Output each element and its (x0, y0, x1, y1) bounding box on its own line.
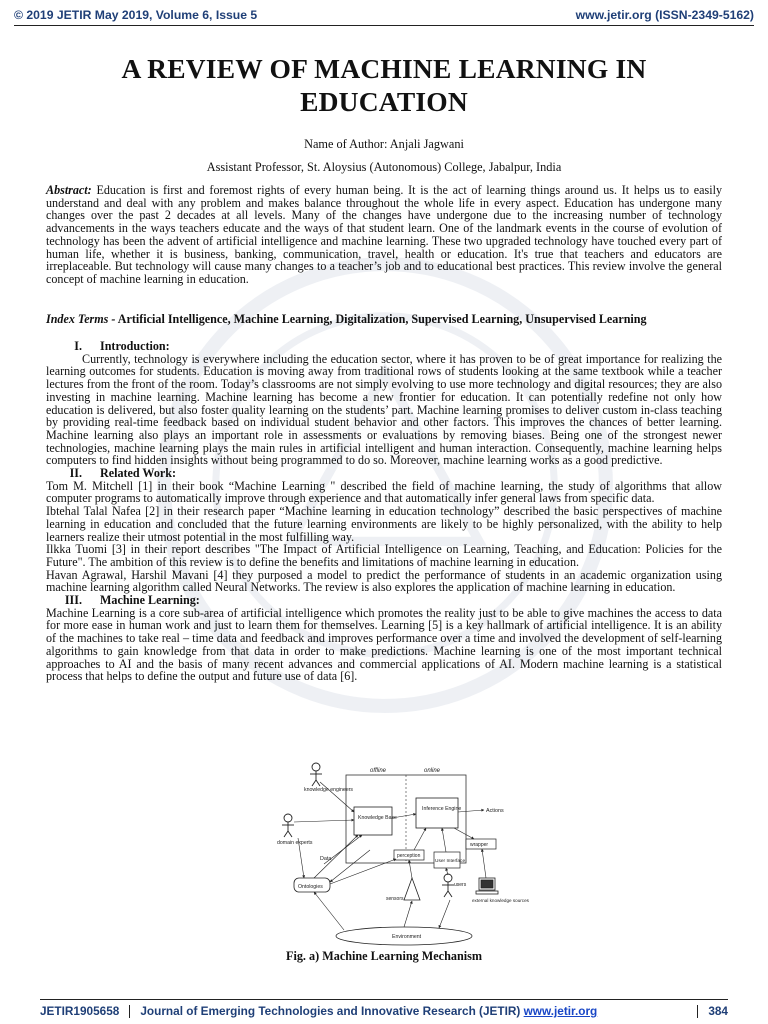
paragraph: Havan Agrawal, Harshil Mavani [4] they purposed a model to predict the performance of students in an academic organization using machine learning algorithm called Neural Networks. The review is also explores the application of machine learning in education. (46, 567, 722, 595)
users-figure (442, 874, 454, 897)
abstract-label: Abstract: (46, 183, 92, 197)
environment-label: Environment (392, 934, 422, 940)
section-title: Machine Learning: (100, 593, 200, 608)
paragraph: Currently, technology is everywhere including the education sector, where it has proven to be of great importance for realizing the learning outcomes for students. Education is moving away from traditional rows of students looking at the same textbook while a teacher lectures from the front of the room. Today’s classrooms are not simply evolving to use more technology and digital resources; they are also investing in machine learning. Machine learning has become a new frontier for education. It can potentially redefine not only how education is delivered, but also foster quality learning on the students’ part. Machine learning promises to deliver custom in-class teaching by providing real-time feedback based on individual student behavior and other factors. This improves the chances of better learning. Machine learning also plays an important role in assessments or evaluations by removing biases. Being one of the strongest newer technologies, machine learning plays the main rules in artificial intelligent and human interaction. Consequently, machine learning helps computers to find hidden insights without being programmed to do so. Moreover, machine learning works as a good predictive. (46, 351, 722, 468)
wrapper-label: wrapper (470, 842, 489, 848)
section-number: I. (74, 339, 82, 353)
footer-journal: Journal of Emerging Technologies and Innovative Research (JETIR) (140, 1004, 521, 1018)
section-title: Related Work: (100, 466, 177, 481)
section-heading (46, 467, 722, 480)
ontologies-label: Ontologies (298, 884, 323, 890)
section-heading (46, 594, 722, 607)
footer-separator (129, 1005, 130, 1018)
section-introduction (46, 340, 722, 683)
inference-engine-box (416, 798, 458, 828)
computer-icon (476, 878, 498, 894)
section-heading (46, 340, 722, 353)
inference-engine-label: Inference Engine (422, 806, 462, 812)
index-terms-label: Index Terms - (46, 312, 116, 326)
domain-experts-label: domain experts (277, 840, 313, 846)
footer-page-number (687, 1004, 728, 1018)
actions-label: Actions (486, 808, 504, 814)
users-label: users (454, 882, 467, 888)
paragraph: Tom M. Mitchell [1] in their book “Machine Learning " described the field of machine learning, the study of algorithms that allow computer programs to automatically improve through experience and that automatically infer general laws from specific data. (46, 478, 722, 506)
ml-mechanism-diagram (274, 760, 529, 950)
section-number: III. (64, 593, 82, 608)
author-name: Name of Author: Anjali Jagwani (304, 137, 464, 151)
header-left: © 2019 JETIR May 2019, Volume 6, Issue 5 (14, 8, 258, 22)
knowledge-base-box (354, 807, 392, 835)
online-label: online (424, 768, 441, 774)
figure-caption: Fig. a) Machine Learning Mechanism (286, 949, 482, 963)
knowledge-base-label: Knowledge Base (358, 815, 397, 821)
page-number: 384 (708, 1004, 728, 1018)
author-affiliation: Assistant Professor, St. Aloysius (Autonomous) College, Jabalpur, India (206, 160, 562, 174)
page-header (14, 8, 754, 24)
header-right: www.jetir.org (ISSN-2349-5162) (575, 8, 754, 22)
data-label: Data (320, 856, 332, 862)
perception-label: perception (397, 853, 421, 859)
offline-label: offline (370, 768, 387, 774)
sensor-triangle-icon (404, 878, 420, 900)
footer-url-link[interactable]: www.jetir.org (523, 1004, 598, 1018)
section-title: Introduction: (100, 339, 170, 353)
sensors-label: sensors (386, 896, 404, 902)
paragraph: Ilkka Tuomi [3] in their report describes "The Impact of Artificial Intelligence on Learning, Teaching, and Education: Policies for the Future". The ambition of this review is to define the benefits and limitations of machine learning in education. (46, 542, 722, 569)
paper-title: A REVIEW OF MACHINE LEARNING IN EDUCATION (121, 53, 647, 117)
section-number: II. (69, 466, 82, 481)
header-rule (14, 25, 754, 26)
index-terms-text: Artificial Intelligence, Machine Learning, Digitalization, Supervised Learning, Unsupervised Learning (115, 312, 647, 326)
user-interface-label: User Interface (435, 859, 466, 864)
abstract-text: Education is first and foremost rights of every human being. It is the act of learning things around us. It helps us to easily understand and deal with any problem and makes balance throughout the whole life in every aspect. Education has undergone many changes over the past 2 decades at all levels. Many of the changes have undergone due to the increasing number of technology advancements in the ways teachers educate and the ways of that student learn. One of the landmark events in the course of evolution of technology has been the advent of artificial intelligence and machine learning. These two upgraded technology have touched every part of human life, whether it is business, banking, communication, travel, health or education. It's true that teachers and educators are irreplaceable. But technology will cause many changes to a teacher’s job and to educational best practices. This review involve the general concept of machine learning in education. (46, 183, 722, 286)
paragraph: Ibtehal Talal Nafea [2] in their research paper “Machine learning in education technology” described the basic perspectives of machine learning in education and concluded that the future learning environments are likely to be highly personalized, with the ability to help learners realize their utmost potential in the most fulfilling way. (46, 504, 722, 544)
domain-experts-figure (282, 814, 294, 837)
footer-paper-id: JETIR1905658 (40, 1004, 120, 1018)
footer-separator (697, 1005, 698, 1018)
footer-rule (40, 999, 728, 1000)
abstract (46, 184, 722, 286)
index-terms (46, 313, 722, 326)
paragraph: Machine Learning is a core sub-area of artificial intelligence which promotes the reality just to be able to give machines the access to data for more ease in human work and just to learn them for themselves. Learning [5] is a key hallmark of artificial intelligence. It is an ability of the machines to take real – time data and feedback and improves performance over a time and involved the development of self-learning algorithms to gain knowledge from that data in order to make predictions. Machine learning is one of the most important technical approaches to AI and the basis of many recent advances and commercial applications of AI. Modern machine learning is a statistical process that helps to define the output and future use of data [6]. (46, 605, 722, 684)
page-footer (40, 1004, 728, 1020)
knowledge-engineers-label: knowledge engineers (304, 787, 354, 793)
external-sources-label: external knowledge sources (472, 898, 529, 903)
